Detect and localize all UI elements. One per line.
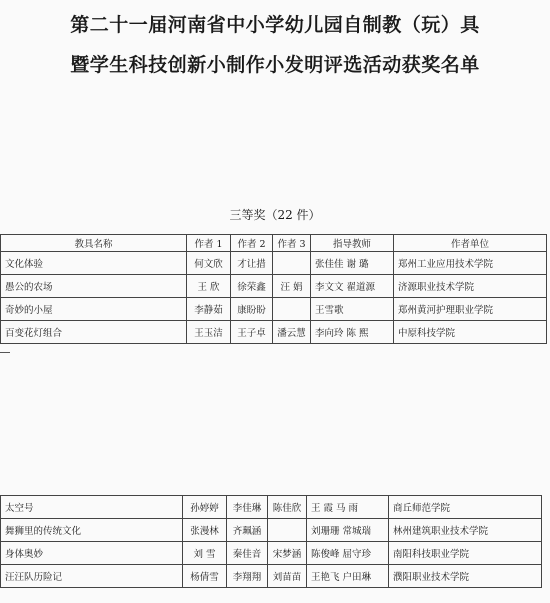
table-cell: 济源职业技术学院 [394, 275, 547, 298]
table-cell: 张佳佳 谢 璐 [311, 252, 394, 275]
table-cell: 李佳琳 [227, 496, 268, 519]
table-cell: 何文欣 [187, 252, 231, 275]
awards-table-bottom [0, 495, 542, 588]
column-header: 教具名称 [1, 235, 187, 252]
table-cell: 中原科技学院 [394, 321, 547, 344]
table-cell: 陈俊峰 屈守珍 [307, 542, 389, 565]
table-cell: 秦佳音 [227, 542, 268, 565]
document-title-line1: 第二十一届河南省中小学幼儿园自制教（玩）具 [70, 14, 480, 36]
table-cell: 康盼盼 [231, 298, 273, 321]
table-cell: 郑州工业应用技术学院 [394, 252, 547, 275]
table-cell: 奇妙的小屋 [1, 298, 187, 321]
column-header: 作者 2 [231, 235, 273, 252]
table-cell: 王雪歌 [311, 298, 394, 321]
table-cell: 刘 雪 [183, 542, 227, 565]
divider [0, 352, 10, 353]
awards-table-top [0, 234, 547, 344]
column-header: 指导教师 [311, 235, 394, 252]
table-cell: 李向玲 陈 熙 [311, 321, 394, 344]
table-cell: 李静茹 [187, 298, 231, 321]
column-header: 作者 3 [273, 235, 311, 252]
table-cell: 林州建筑职业技术学院 [389, 519, 542, 542]
column-header: 作者 1 [187, 235, 231, 252]
table-cell [273, 252, 311, 275]
table-cell: 李文文 翟道源 [311, 275, 394, 298]
table-row [1, 275, 547, 298]
table-cell [268, 519, 307, 542]
document-title-line2: 暨学生科技创新小制作小发明评选活动获奖名单 [70, 54, 480, 76]
table-cell: 潘云慧 [273, 321, 311, 344]
table-cell: 太空号 [1, 496, 183, 519]
column-header: 作者单位 [394, 235, 547, 252]
table-cell: 舞狮里的传统文化 [1, 519, 183, 542]
table-cell: 汪汪队历险记 [1, 565, 183, 588]
table-cell: 齐珮涵 [227, 519, 268, 542]
table-cell: 王玉洁 [187, 321, 231, 344]
table-row [1, 519, 542, 542]
table-cell: 张漫林 [183, 519, 227, 542]
table-cell: 身体奥妙 [1, 542, 183, 565]
table-row [1, 542, 542, 565]
table-cell: 才让措 [231, 252, 273, 275]
table-cell: 李翔翔 [227, 565, 268, 588]
table-cell: 宋梦涵 [268, 542, 307, 565]
table-cell: 百变花灯组合 [1, 321, 187, 344]
table-row [1, 252, 547, 275]
table-row [1, 565, 542, 588]
table-cell: 文化体验 [1, 252, 187, 275]
table-row [1, 321, 547, 344]
table-cell: 汪 娟 [273, 275, 311, 298]
table-cell: 孙婷婷 [183, 496, 227, 519]
table-cell: 愚公的农场 [1, 275, 187, 298]
table-row [1, 496, 542, 519]
table-cell: 王 欣 [187, 275, 231, 298]
table-cell: 陈佳欣 [268, 496, 307, 519]
table-cell: 郑州黄河护理职业学院 [394, 298, 547, 321]
table-cell: 王子卓 [231, 321, 273, 344]
table-cell: 濮阳职业技术学院 [389, 565, 542, 588]
table-cell: 刘珊珊 常城瑞 [307, 519, 389, 542]
table-cell: 杨倩雪 [183, 565, 227, 588]
table-row [1, 298, 547, 321]
table-cell: 刘苗苗 [268, 565, 307, 588]
table-cell [273, 298, 311, 321]
award-level-heading: 三等奖（22 件） [229, 208, 321, 222]
table-cell: 商丘师范学院 [389, 496, 542, 519]
table-cell: 王艳飞 户田琳 [307, 565, 389, 588]
table-cell: 徐荣鑫 [231, 275, 273, 298]
table-cell: 南阳科技职业学院 [389, 542, 542, 565]
table-cell: 王 霞 马 雨 [307, 496, 389, 519]
awards-table-header [1, 235, 547, 252]
